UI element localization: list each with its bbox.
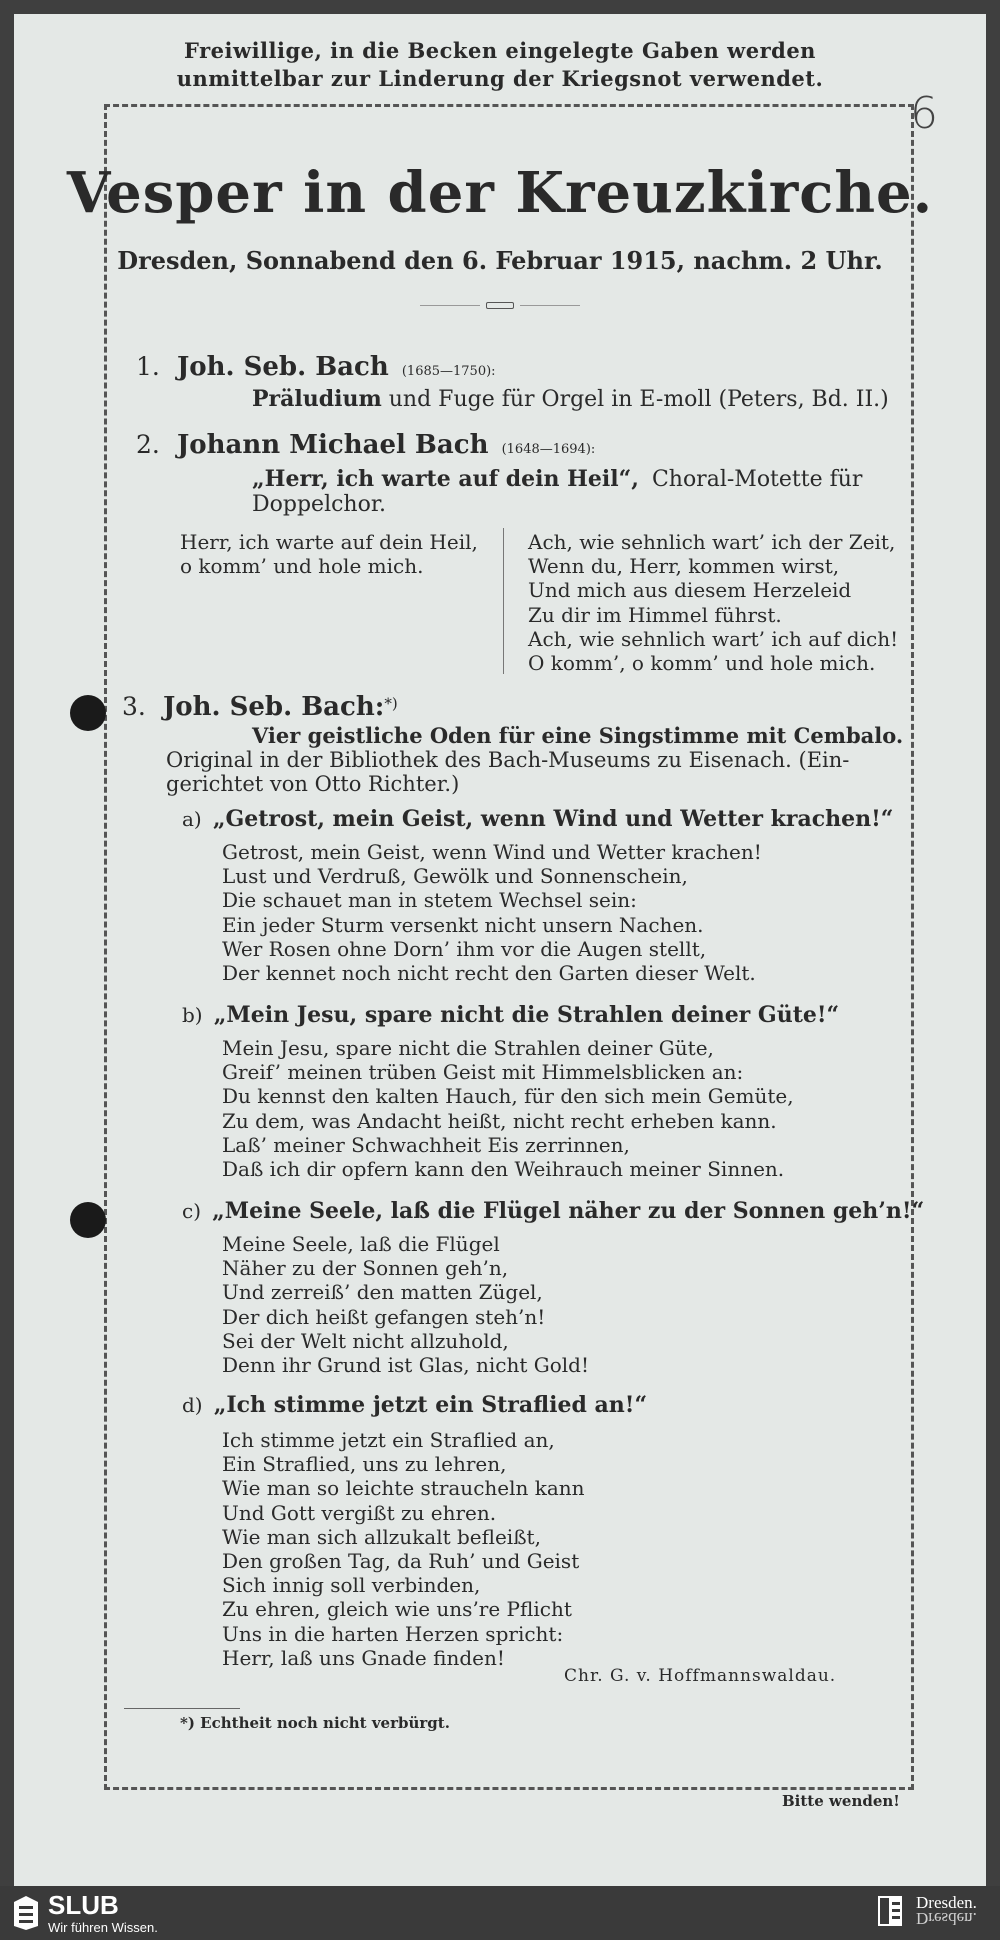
- ode-c-title: „Meine Seele, laß die Flügel näher zu der Sonnen geh’n!“: [212, 1198, 925, 1224]
- punch-hole-upper: [70, 695, 106, 731]
- ode-b-title: „Mein Jesu, spare nicht die Strahlen deiner Güte!“: [213, 1002, 840, 1028]
- item-1-work-rest: und Fuge für Orgel in E-moll (Peters, Bd. II.): [388, 387, 889, 412]
- slub-brand[interactable]: SLUB: [48, 1890, 119, 1920]
- item-2-quote: „Herr, ich warte auf dein Heil“,: [252, 466, 639, 492]
- item-1-heading: [136, 352, 496, 382]
- item-3-heading: [122, 692, 398, 722]
- item-1-years: (1685—1750):: [401, 364, 496, 379]
- ode-a-title: „Getrost, mein Geist, wenn Wind und Wetter krachen!“: [212, 806, 894, 832]
- ode-d-text: Ich stimme jetzt ein Straflied an, Ein Straflied, uns zu lehren, Wie man so leichte straucheln kann Und Gott vergißt zu ehren. Wie man sich allzukalt befleißt, Den großen Tag, da Ruh’ und Geist Sich innig soll verbinden, Zu ehren, gleich wie uns’re Pflicht Uns in die harten Herzen spricht: Herr, laß uns Gnade finden!: [222, 1428, 585, 1670]
- item-3-number: 3.: [122, 692, 146, 721]
- item-2-right-text: Ach, wie sehnlich wart’ ich der Zeit, Wenn du, Herr, kommen wirst, Und mich aus diesem Herzeleid Zu dir im Himmel führst. Ach, wie sehnlich wart’ ich auf dich! O komm’, o komm’ und hole mich.: [528, 530, 899, 676]
- footnote: *) Echtheit noch nicht verbürgt.: [180, 1714, 450, 1732]
- item-2-work: [252, 466, 862, 492]
- donation-notice-line1: Freiwillige, in die Becken eingelegte Gaben werden: [184, 38, 816, 63]
- item-1-number: 1.: [136, 352, 160, 381]
- ode-c-text: Meine Seele, laß die Flügel Näher zu der Sonnen geh’n, Und zerreiß’ den matten Zügel, Der dich heißt gefangen steh’n! Sei der Welt nicht allzuhold, Denn ihr Grund ist Glas, nicht Gold!: [222, 1232, 589, 1378]
- ode-c-letter: c): [182, 1199, 202, 1223]
- item-1-work-title: Präludium: [252, 386, 382, 412]
- column-divider: [503, 528, 504, 674]
- item-2-rest: Choral-Motette für: [651, 467, 863, 492]
- punch-hole-lower: [70, 1202, 106, 1238]
- dresden-crest-icon: [878, 1896, 902, 1926]
- footnote-rule: [124, 1708, 240, 1709]
- ode-d-letter: d): [182, 1393, 203, 1417]
- item-3-desc-rest: Original in der Bibliothek des Bach-Museums zu Eisenach. (Ein- gerichtet von Otto Richter.): [166, 748, 850, 796]
- ode-b-text: Mein Jesu, spare nicht die Strahlen deiner Güte, Greif’ meinen trüben Geist mit Himmelsblicken an: Du kennst den kalten Hauch, für den sich mein Gemüte, Zu dem, was Andacht heißt, nicht recht erheben kann. Laß’ meiner Schwachheit Eis zerrinnen, Daß ich dir opfern kann den Weihrauch meiner Sinnen.: [222, 1036, 794, 1182]
- item-3-desc-line1: Vier geistliche Oden für eine Singstimme mit Cembalo.: [252, 723, 904, 748]
- item-2-work-line2: Doppelchor.: [252, 492, 386, 517]
- dresden-logo-mirror: Dresden.: [916, 1909, 977, 1928]
- footer-bar: [0, 1886, 1000, 1940]
- page-subtitle: Dresden, Sonnabend den 6. Februar 1915, nachm. 2 Uhr.: [117, 246, 883, 275]
- item-1-composer: Joh. Seb. Bach: [176, 352, 389, 382]
- donation-notice-line2: unmittelbar zur Linderung der Kriegsnot verwendet.: [176, 66, 824, 91]
- page-title: Vesper in der Kreuzkirche.: [66, 160, 934, 226]
- handwritten-page-number: 6: [910, 88, 938, 139]
- ode-a-letter: a): [182, 807, 202, 831]
- item-2-composer: Johann Michael Bach: [176, 430, 489, 460]
- item-1-work: [252, 386, 889, 412]
- ode-a-text: Getrost, mein Geist, wenn Wind und Wetter krachen! Lust und Verdruß, Gewölk und Sonnenschein, Die schauet man in stetem Wechsel sein: Ein jeder Sturm versenkt nicht unsern Nachen. Wer Rosen ohne Dorn’ ihm vor die Augen stellt, Der kennet noch nicht recht den Garten dieser Welt.: [222, 840, 762, 986]
- ode-b-heading: [182, 1002, 839, 1028]
- item-2-number: 2.: [136, 430, 160, 459]
- item-3-footnote-mark: *): [384, 694, 398, 713]
- ornament-line-right: [520, 305, 580, 306]
- ornament-icon: [486, 302, 514, 309]
- ode-b-letter: b): [182, 1003, 203, 1027]
- ode-c-heading: [182, 1198, 924, 1224]
- item-2-heading: [136, 430, 595, 460]
- ode-d-heading: [182, 1392, 647, 1418]
- slub-logo-icon: [14, 1896, 38, 1930]
- item-3-composer: Joh. Seb. Bach:: [162, 692, 385, 722]
- turn-page-note: Bitte wenden!: [782, 1792, 900, 1810]
- poem-author: Chr. G. v. Hoffmannswaldau.: [564, 1666, 837, 1686]
- ornament-line-left: [420, 305, 480, 306]
- item-2-left-text: Herr, ich warte auf dein Heil, o komm’ und hole mich.: [180, 530, 478, 579]
- item-2-years: (1648—1694):: [501, 442, 596, 457]
- ode-a-heading: [182, 806, 893, 832]
- ode-d-title: „Ich stimme jetzt ein Straflied an!“: [213, 1392, 648, 1418]
- dresden-logo-text[interactable]: Dresden.: [916, 1893, 977, 1912]
- slub-tagline: Wir führen Wissen.: [48, 1920, 158, 1935]
